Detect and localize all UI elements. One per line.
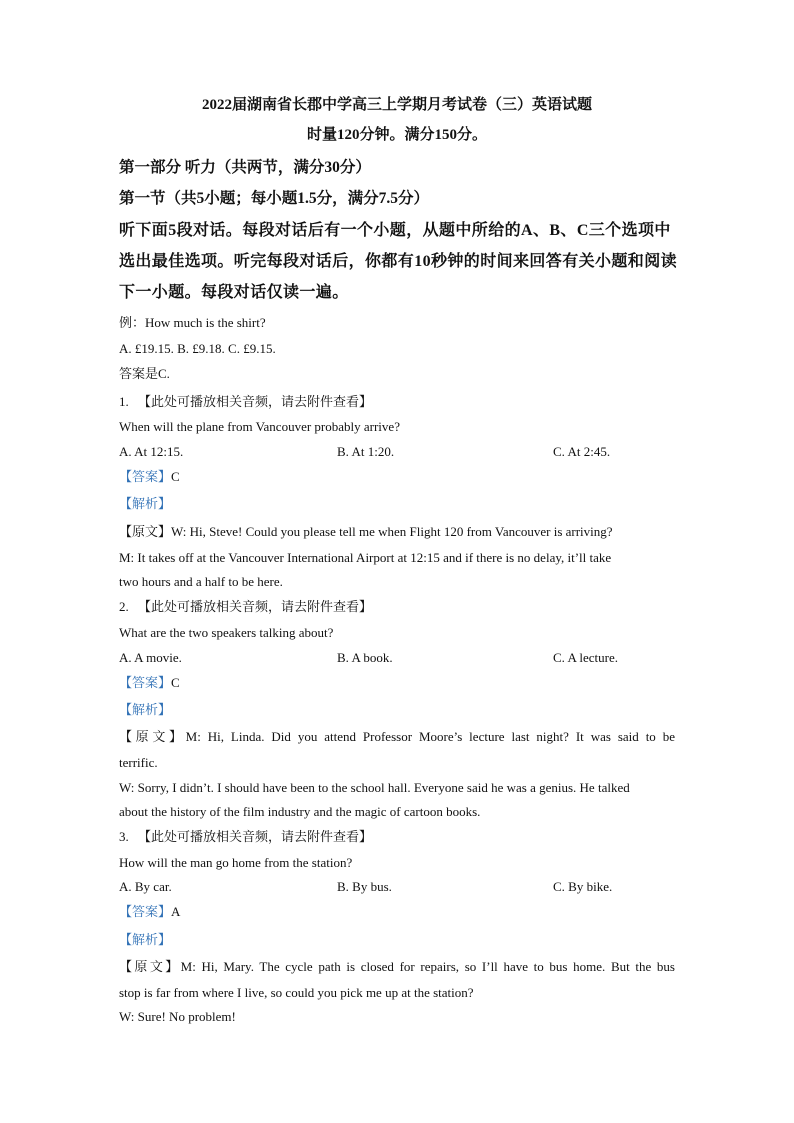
- question-3-text: How will the man go home from the station?: [119, 855, 353, 870]
- answer-value: C: [171, 675, 180, 690]
- question-1-answer: [119, 468, 180, 486]
- question-2-transcript-4: about the history of the film industry and the magic of cartoon books.: [119, 804, 481, 819]
- question-3-option-b: B. By bus.: [337, 879, 392, 894]
- question-1-text: When will the plane from Vancouver probably arrive?: [119, 419, 400, 434]
- answer-label: 【答案】: [119, 469, 172, 484]
- question-3-transcript-3: W: Sure! No problem!: [119, 1009, 236, 1024]
- question-number: 3.: [119, 829, 129, 844]
- question-2-transcript-1: 【原文】M: Hi, Linda. Did you attend Professor Moore’s lecture last night? It was said to be: [119, 729, 675, 744]
- question-3-option-a: A. By car.: [119, 879, 172, 894]
- page-title: 2022届湖南省长郡中学高三上学期月考试卷（三）英语试题: [201, 97, 592, 113]
- question-1-header: [119, 393, 372, 411]
- question-3-option-c: C. By bike.: [553, 879, 613, 894]
- question-1-transcript-1: 【原文】W: Hi, Steve! Could you please tell me when Flight 120 from Vancouver is arriving?: [119, 524, 613, 539]
- example-options: A. £19.15. B. £9.18. C. £9.15.: [119, 341, 276, 356]
- question-2-option-c: C. A lecture.: [553, 650, 618, 665]
- instructions-line-1: 听下面5段对话。每段对话后有一个小题，从题中所给的A、B、C三个选项中: [119, 222, 671, 239]
- question-1-option-c: C. At 2:45.: [553, 444, 611, 459]
- answer-label: 【答案】: [119, 675, 172, 690]
- question-2-answer: [119, 674, 180, 692]
- audio-note[interactable]: 【此处可播放相关音频，请去附件查看】: [138, 829, 373, 844]
- question-2-header: [119, 598, 372, 616]
- question-1-analysis-label: 【解析】: [119, 496, 172, 511]
- question-3-transcript-2: stop is far from where I live, so could you pick me up at the station?: [119, 985, 474, 1000]
- question-1-transcript-2: M: It takes off at the Vancouver International Airport at 12:15 and if there is no delay, it’ll take: [119, 550, 612, 565]
- part-heading: 第一部分 听力（共两节，满分30分）: [119, 159, 371, 176]
- section-heading: 第一节（共5小题；每小题1.5分，满分7.5分）: [119, 190, 430, 207]
- question-3-header: [119, 828, 372, 846]
- question-1-option-b: B. At 1:20.: [337, 444, 395, 459]
- question-1-option-a: A. At 12:15.: [119, 444, 184, 459]
- question-3-transcript-1: 【原文】M: Hi, Mary. The cycle path is closed for repairs, so I’ll have to bus home. But the bus: [119, 959, 675, 974]
- instructions-line-2: 选出最佳选项。听完每段对话后，你都有10秒钟的时间来回答有关小题和阅读: [119, 253, 678, 270]
- question-2-transcript-2: terrific.: [119, 755, 158, 770]
- question-number: 1.: [119, 394, 129, 409]
- question-1-transcript-3: two hours and a half to be here.: [119, 574, 283, 589]
- question-2-option-b: B. A book.: [337, 650, 393, 665]
- question-2-option-a: A. A movie.: [119, 650, 182, 665]
- question-2-analysis-label: 【解析】: [119, 702, 172, 717]
- example-question: 例：How much is the shirt?: [119, 315, 266, 330]
- question-3-analysis-label: 【解析】: [119, 932, 172, 947]
- question-number: 2.: [119, 599, 129, 614]
- example-answer: 答案是C.: [119, 366, 170, 381]
- audio-note[interactable]: 【此处可播放相关音频，请去附件查看】: [138, 394, 373, 409]
- answer-label: 【答案】: [119, 904, 172, 919]
- question-2-transcript-3: W: Sorry, I didn’t. I should have been to the school hall. Everyone said he was a genius. He talked: [119, 780, 630, 795]
- page-subtitle: 时量120分钟。满分150分。: [306, 127, 487, 143]
- question-2-text: What are the two speakers talking about?: [119, 625, 334, 640]
- answer-value: C: [171, 469, 180, 484]
- instructions-line-3: 下一小题。每段对话仅读一遍。: [119, 284, 349, 301]
- audio-note[interactable]: 【此处可播放相关音频，请去附件查看】: [138, 599, 373, 614]
- answer-value: A: [171, 904, 181, 919]
- question-3-answer: [119, 903, 180, 921]
